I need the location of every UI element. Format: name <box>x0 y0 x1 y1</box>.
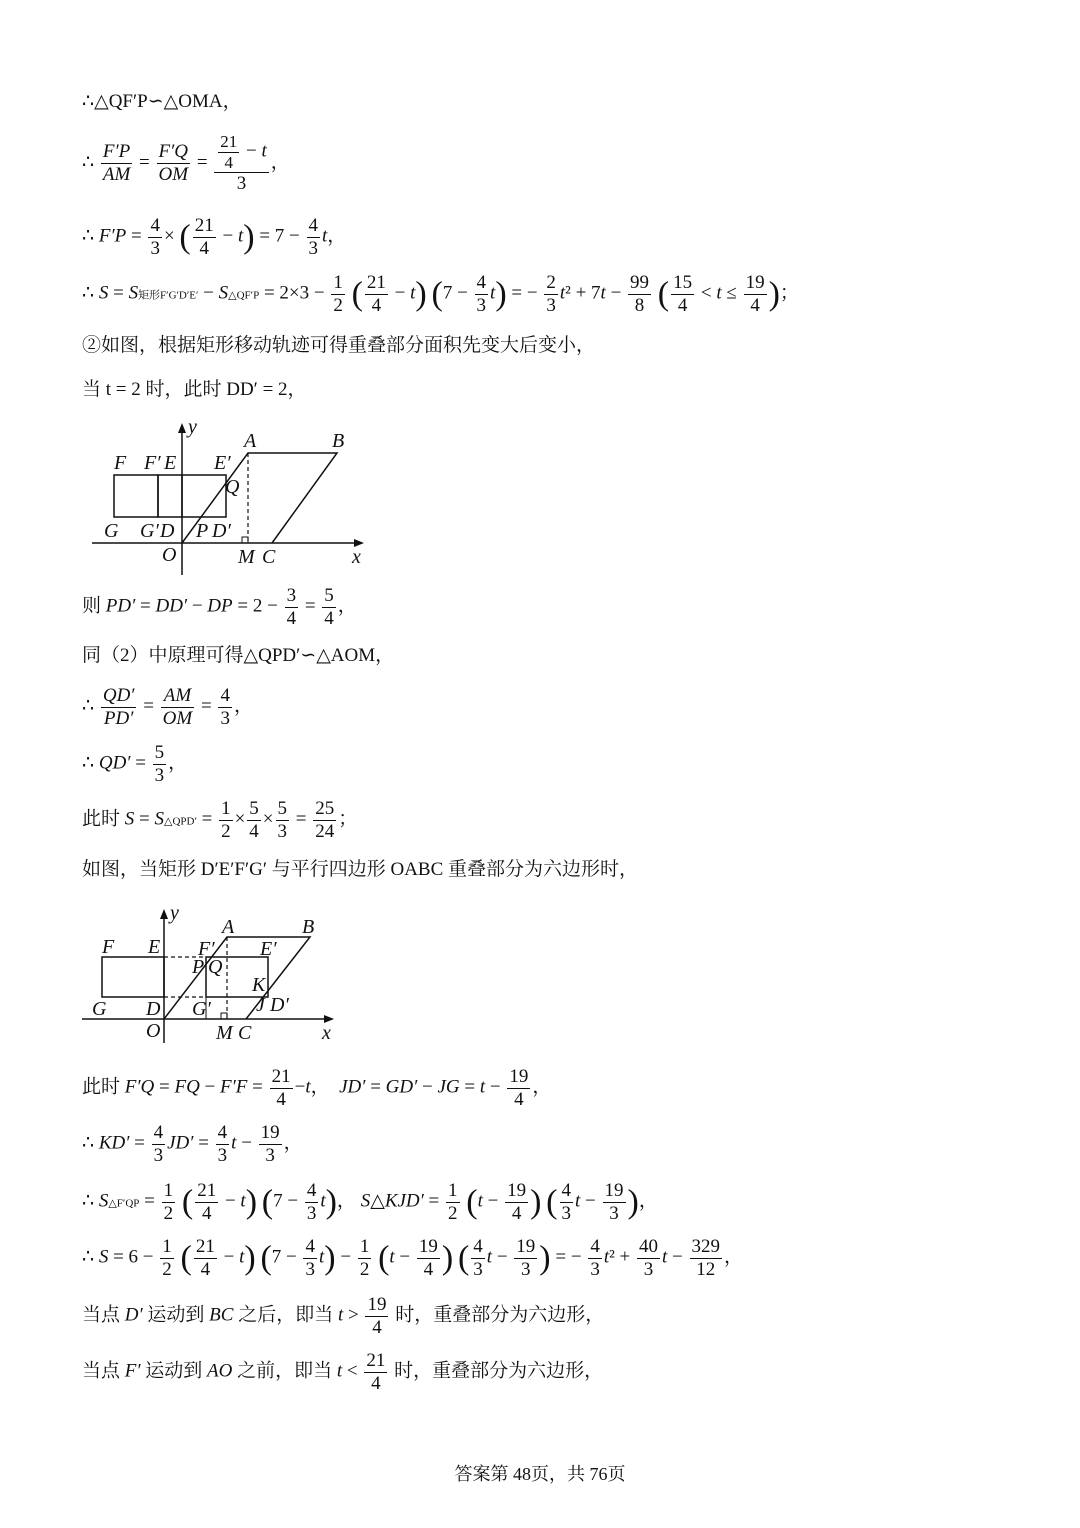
label2-y: y <box>170 903 179 924</box>
label-D-prime: D′ <box>212 520 231 542</box>
label-F: F <box>114 452 127 474</box>
label-y: y <box>188 416 197 438</box>
label-E-prime: E′ <box>214 452 231 474</box>
label2-P: P <box>192 956 205 978</box>
label2-B: B <box>302 916 315 938</box>
label2-J: J <box>256 994 265 1016</box>
label2-F-prime: F′ <box>198 938 215 960</box>
line-17: 当点 D′ 运动到 BC 之后，即当 t > $\frac{19}{4}$ 时，重叠部分为六边形， <box>82 1294 605 1338</box>
figure-2 <box>82 903 352 1048</box>
label-M: M <box>238 546 255 568</box>
label-E: E <box>164 452 177 474</box>
label2-A: A <box>222 916 235 938</box>
label2-K: K <box>252 974 266 996</box>
line-12: 如图，当矩形 D′E′F′G′ 与平行四边形 OABC 重叠部分为六边形时， <box>82 859 639 880</box>
line-8: 同（2）中原理可得△QPD′∽△AOM， <box>82 645 395 666</box>
label2-E-prime: E′ <box>260 938 277 960</box>
line-7: 则 PD′ = DD′ − DP = 2 − $\frac{3}{4}$ = $\frac{5}{4}$ ， <box>82 585 357 629</box>
line-15: ∴ S△F′QP = $\frac{1}{2}$ ( $\frac{21}{4}$ − t) (7 − $\frac{4}{3}$ t)， S△KJD′ = $\frac{1}{2}$ (t − $\frac{19}{4}$ ) ( $\frac{4}{3}$ t − $\frac{19}{3}$ )， <box>82 1180 658 1224</box>
line-16: ∴ S = 6 − $\frac{1}{2}$ ( $\frac{21}{4}$ − t) (7 − $\frac{4}{3}$ t) − $\frac{1}{2}$ (t − $\frac{19}{4}$ ) ( $\frac{4}{3}$ t − $\frac{19}{3}$ ) = − $\frac{4}{3}$ t² + $\frac{40}{3}$ t − $\frac{329}{12}$ ， <box>82 1236 744 1280</box>
label-Q: Q <box>225 476 240 498</box>
line-13: 此时 F′Q = FQ − F′F = $\frac{21}{4}$ −t， JD′ = GD′ − JG = t − $\frac{19}{4}$ ， <box>82 1066 552 1110</box>
figure-1 <box>82 415 382 580</box>
line-1: ∴△QF′P∽△OMA， <box>82 91 242 112</box>
label2-G-prime: G′ <box>192 998 211 1020</box>
label-G-prime: G′ <box>140 520 159 542</box>
label2-G: G <box>92 998 107 1020</box>
line-6: 当 t = 2 时，此时 DD′ = 2， <box>82 379 307 400</box>
label2-D-prime: D′ <box>270 994 289 1016</box>
rectangle-FGDE-2 <box>102 957 164 997</box>
line-9: ∴ $\frac{QD'}{PD'}$ = $\frac{AM}{OM}$ = $\frac{4}{3}$ ， <box>82 685 253 729</box>
page-footer: 答案第 48页，共 76页 <box>454 1464 626 1484</box>
label2-x: x <box>322 1022 331 1044</box>
label2-C: C <box>238 1022 252 1044</box>
line-2: ∴ $\frac{F'P}{AM}$ = $\frac{F'Q}{OM}$ = $\frac{21}{4}$ − t 3 ， <box>82 132 290 195</box>
line-18: 当点 F′ 运动到 AO 之前，即当 t < $\frac{21}{4}$ 时，重叠部分为六边形， <box>82 1350 604 1394</box>
label2-O: O <box>146 1020 161 1042</box>
label2-F: F <box>102 936 115 958</box>
line-14: ∴ KD′ = $\frac{4}{3}$ JD′ = $\frac{4}{3}$ t − $\frac{19}{3}$ ， <box>82 1122 303 1166</box>
label-x: x <box>352 546 361 568</box>
label-P: P <box>196 520 209 542</box>
label2-M: M <box>216 1022 233 1044</box>
label-G: G <box>104 520 119 542</box>
line-3: ∴ F′P = $\frac{4}{3}$ × ( $\frac{21}{4}$ − t) = 7 − $\frac{4}{3}$ t， <box>82 215 347 259</box>
label-C: C <box>262 546 276 568</box>
label-A: A <box>244 430 257 452</box>
label2-E: E <box>148 936 161 958</box>
label-F-prime: F′ <box>144 452 161 474</box>
line-5: ②如图，根据矩形移动轨迹可得重叠部分面积先变大后变小， <box>82 335 596 356</box>
label-B: B <box>332 430 345 452</box>
label2-Q: Q <box>208 956 223 978</box>
label2-D: D <box>146 998 161 1020</box>
label-O: O <box>162 544 177 566</box>
rectangle-FGDE <box>114 475 158 517</box>
line-10: ∴ QD′ = $\frac{5}{3}$ ， <box>82 742 188 786</box>
line-4: ∴ S = S矩形F′G′D′E′ − S△QF′P = 2×3 − $\frac{1}{2}$ ( $\frac{21}{4}$ − t) (7 − $\frac{4}{3}$ t) = − $\frac{2}{3}$ t² + 7t − $\frac{99}{8}$ ( $\frac{15}{4}$ < t ≤ $\frac{19}{4}$ )； <box>82 272 799 316</box>
line-11: 此时 S = S△QPD′ = $\frac{1}{2}$ × $\frac{5}{4}$ × $\frac{5}{3}$ = $\frac{25}{24}$ ； <box>82 798 358 842</box>
label-D: D <box>160 520 175 542</box>
